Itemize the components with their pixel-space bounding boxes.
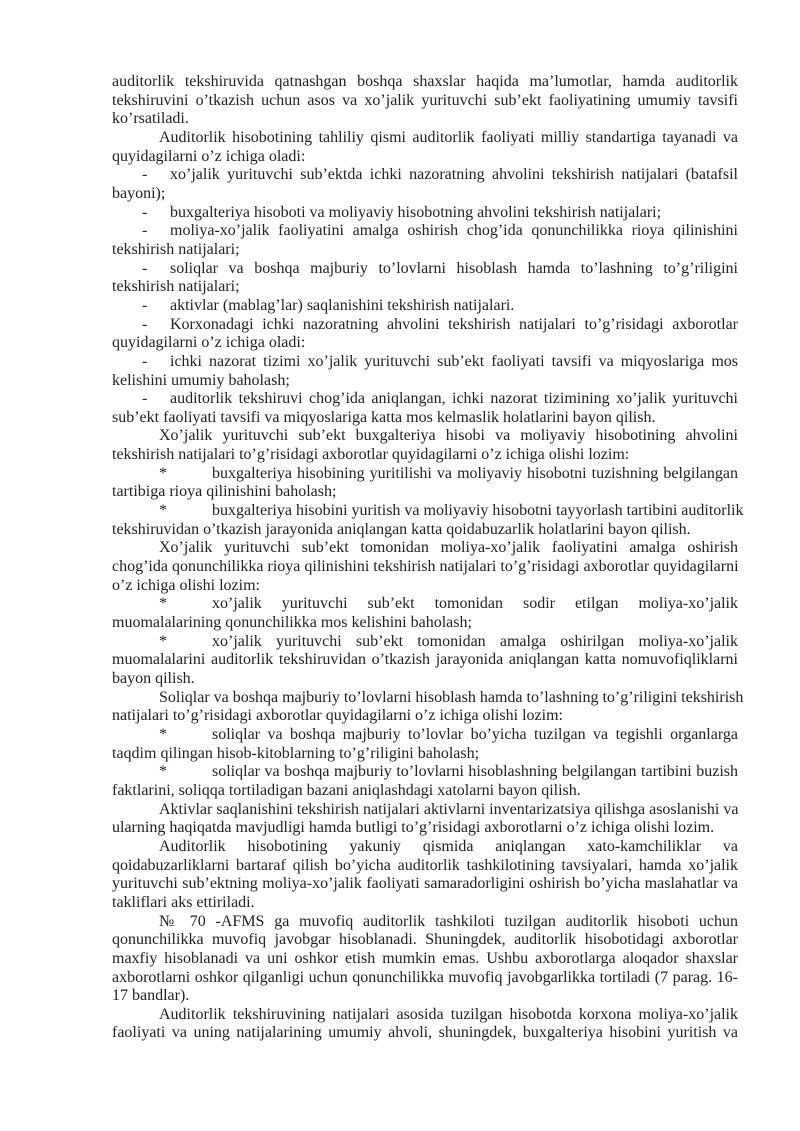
text-line <box>112 185 738 204</box>
line-text: o’z ichiga olishi lozim: <box>112 576 260 594</box>
text-line <box>112 241 738 260</box>
star-bullet-icon: * <box>159 763 167 781</box>
line-text: bayoni); <box>112 184 166 202</box>
text-line <box>112 409 738 428</box>
text-line <box>112 782 738 801</box>
text-line <box>112 614 738 633</box>
dash-bullet-icon: - <box>142 166 148 184</box>
text-line <box>112 390 738 409</box>
text-line <box>112 801 738 820</box>
line-text: quyidagilarni o’z ichiga oladi: <box>112 147 306 165</box>
line-text: sub’ekt faoliyati tavsifi va miqyoslariga katta mos kelmaslik holatlarini bayon qilish. <box>112 408 656 426</box>
star-bullet-icon: * <box>159 464 167 482</box>
text-line <box>112 913 738 932</box>
line-text: Korxonadagi ichki nazoratning ahvolini tekshirish natijalari to’g’risidagi axborotlar <box>170 315 738 333</box>
text-line <box>112 670 738 689</box>
text-line <box>112 950 738 969</box>
text-line <box>112 819 738 838</box>
text-line <box>112 204 738 223</box>
text-line <box>112 353 738 372</box>
line-text: auditorlik tekshiruvida qatnashgan boshqa shaxslar haqida ma’lumotlar, hamda auditorlik <box>112 73 738 90</box>
star-bullet-icon: * <box>159 502 167 520</box>
line-text: Xo’jalik yurituvchi sub’ekt buxgalteriya hisobi va moliyaviy hisobotining ahvolini <box>159 427 738 445</box>
line-text: 17 bandlar). <box>112 987 190 1005</box>
text-line <box>112 166 738 185</box>
text-line <box>112 334 738 353</box>
line-text: buxgalteriya hisoboti va moliyaviy hisobotning ahvolini tekshirish natijalari; <box>170 203 662 221</box>
line-text: muomalalarining qonunchilikka mos kelishini baholash; <box>112 614 472 632</box>
line-text: faktlarini, soliqqa tortiladigan bazani aniqlashdagi xatolarni bayon qilish. <box>112 781 581 799</box>
star-bullet-icon: * <box>159 595 167 613</box>
text-line <box>112 763 738 782</box>
dash-bullet-icon: - <box>142 222 148 240</box>
line-text: Auditorlik hisobotining tahliliy qismi auditorlik faoliyati milliy standartiga tayanadi va <box>159 128 738 146</box>
text-line <box>112 539 738 558</box>
text-line <box>112 875 738 894</box>
line-text: tekshiruvidan o’tkazish jarayonida aniqlangan katta qoidabuzarlik holatlarini bayon qilish. <box>112 520 691 538</box>
line-text: xo’jalik yurituvchi sub’ektda ichki nazoratning ahvolini tekshirish natijalari (batafsil <box>170 166 738 184</box>
line-text: yurituvchi sub’ektning moliya-xo’jalik faoliyati samaradorligini oshirish bo’yicha maslahatlar va <box>112 875 738 893</box>
text-line <box>112 558 738 577</box>
text-line <box>112 651 738 670</box>
text-line <box>112 1006 738 1025</box>
text-line <box>112 688 744 708</box>
text-line <box>112 502 744 521</box>
line-text: soliqlar va boshqa majburiy to’lovlarni hisoblash hamda to’lashning to’g’riligini <box>170 259 738 277</box>
line-text: ko’rsatiladi. <box>112 110 189 128</box>
text-line <box>112 483 738 502</box>
line-text: № 70 -AFMS ga muvofiq auditorlik tashkiloti tuzilgan auditorlik hisoboti uchun <box>159 912 738 930</box>
text-line <box>112 316 738 335</box>
text-line <box>112 372 738 391</box>
line-text: Auditorlik hisobotining yakuniy qismida aniqlangan xato-kamchiliklar va <box>159 837 738 855</box>
line-text: tekshirish natijalari to’g’risidagi axborotlar quyidagilarni o’z ichiga olishi lozim: <box>112 446 630 464</box>
dash-bullet-icon: - <box>142 296 148 314</box>
text-line <box>112 73 738 92</box>
text-line <box>112 521 738 540</box>
line-text: Soliqlar va boshqa majburiy to’lovlarni hisoblash hamda to’lashning to’g’riligini tekshirish <box>159 688 744 706</box>
text-line <box>112 1024 738 1043</box>
text-line <box>112 838 738 857</box>
text-line <box>112 92 738 111</box>
line-text: tartibiga rioya qilinishini baholash; <box>112 483 337 501</box>
text-line <box>112 129 738 148</box>
line-text: Auditorlik tekshiruvining natijalari asosida tuzilgan hisobotda korxona moliya-xo’jalik <box>159 1005 738 1023</box>
line-text: tekshirish natijalari; <box>112 278 240 296</box>
line-text: ularning haqiqatda mavjudligi hamda butligi to’g’risidagi axborotlarni o’z ichiga olishi lozim. <box>112 819 715 837</box>
text-line <box>112 969 738 988</box>
line-text: Aktivlar saqlanishini tekshirish natijalari aktivlarni inventarizatsiya qilishga asoslanishi va <box>159 800 739 818</box>
line-text: moliya-xo’jalik faoliyatini amalga oshirish chog’ida qonunchilikka rioya qilinishini <box>170 222 738 240</box>
text-line <box>112 110 738 129</box>
text-line <box>112 148 738 167</box>
line-text: tekshiruvini o’tkazish uchun asos va xo’jalik yurituvchi sub’ekt faoliyatining umumiy tavsifi <box>112 91 738 109</box>
line-text: axborotlarni oshkor qilganligi uchun qonunchilikka muvofiq javobgarlikka tortiladi (7 parag. 16- <box>112 968 738 986</box>
line-text: tekshirish natijalari; <box>112 240 240 258</box>
line-text: qoidabuzarliklarni bartaraf qilish bo’yicha auditorlik tashkilotining tavsiyalari, hamda xo’jalik <box>112 856 738 874</box>
text-line <box>112 987 738 1006</box>
text-line <box>112 465 738 484</box>
line-text: bayon qilish. <box>112 670 195 687</box>
text-line <box>112 222 738 241</box>
text-line <box>112 894 738 913</box>
line-text: buxgalteriya hisobini yuritish va moliyaviy hisobotni tayyorlash tartibini auditorlik <box>212 502 744 520</box>
line-text: auditorlik tekshiruvi chog’ida aniqlangan, ichki nazorat tizimining xo’jalik yurituvchi <box>170 390 738 408</box>
text-line <box>112 577 738 596</box>
line-text: ichki nazorat tizimi xo’jalik yurituvchi sub’ekt faoliyati tavsifi va miqyoslariga mos <box>170 352 738 370</box>
line-text: takliflari aks ettiriladi. <box>112 893 255 911</box>
dash-bullet-icon: - <box>142 315 148 333</box>
line-text: faoliyati va uning natijalarining umumiy ahvoli, shuningdek, buxgalteriya hisobini yuritish va <box>112 1024 738 1042</box>
line-text: soliqlar va boshqa majburiy to’lovlarni hisoblashning belgilangan tartibini buzish <box>212 763 738 781</box>
text-line <box>112 260 738 279</box>
line-text: chog’ida qonunchilikka rioya qilinishini tekshirish natijalari to’g’risidagi axborotlar quyidagilarni <box>112 558 739 576</box>
line-text: xo’jalik yurituvchi sub’ekt tomonidan amalga oshirilgan moliya-xo’jalik <box>212 632 738 650</box>
dash-bullet-icon: - <box>142 352 148 370</box>
document-text <box>112 73 744 1043</box>
line-text: kelishini umumiy baholash; <box>112 371 290 389</box>
text-line <box>112 857 738 876</box>
line-text: quyidagilarni o’z ichiga oladi: <box>112 334 306 352</box>
text-line <box>112 446 738 465</box>
star-bullet-icon: * <box>159 725 167 743</box>
text-line <box>112 278 738 297</box>
text-line <box>112 707 738 726</box>
text-line <box>112 745 738 764</box>
text-line <box>112 427 738 446</box>
text-line <box>112 297 738 316</box>
text-line <box>112 633 738 652</box>
text-line <box>112 931 738 950</box>
line-text: maxfiy hisoblanadi va uni oshkor etish mumkin emas. Ushbu axborotlarga aloqador shaxslar <box>112 949 738 967</box>
line-text: buxgalteriya hisobining yuritilishi va moliyaviy hisobotni tuzishning belgilangan <box>212 464 738 482</box>
line-text: taqdim qilingan hisob-kitoblarning to’g’riligini baholash; <box>112 744 480 762</box>
text-line <box>112 726 738 745</box>
line-text: Xo’jalik yurituvchi sub’ekt tomonidan moliya-xo’jalik faoliyatini amalga oshirish <box>159 539 738 557</box>
line-text: muomalalarini auditorlik tekshiruvidan o’tkazish jarayonida aniqlangan katta nomuvofiqliklarni <box>112 651 738 669</box>
line-text: aktivlar (mablag’lar) saqlanishini tekshirish natijalari. <box>170 296 515 314</box>
text-line <box>112 595 738 614</box>
dash-bullet-icon: - <box>142 203 148 221</box>
line-text: qonunchilikka muvofiq javobgar hisoblanadi. Shuningdek, auditorlik hisobotidagi axborotlar <box>112 931 738 949</box>
line-text: natijalari to’g’risidagi axborotlar quyidagilarni o’z ichiga olishi lozim: <box>112 707 563 725</box>
line-text: xo’jalik yurituvchi sub’ekt tomonidan sodir etilgan moliya-xo’jalik <box>212 595 738 613</box>
star-bullet-icon: * <box>159 632 167 650</box>
dash-bullet-icon: - <box>142 390 148 408</box>
dash-bullet-icon: - <box>142 259 148 277</box>
line-text: soliqlar va boshqa majburiy to’lovlar bo’yicha tuzilgan va tegishli organlarga <box>212 725 738 743</box>
